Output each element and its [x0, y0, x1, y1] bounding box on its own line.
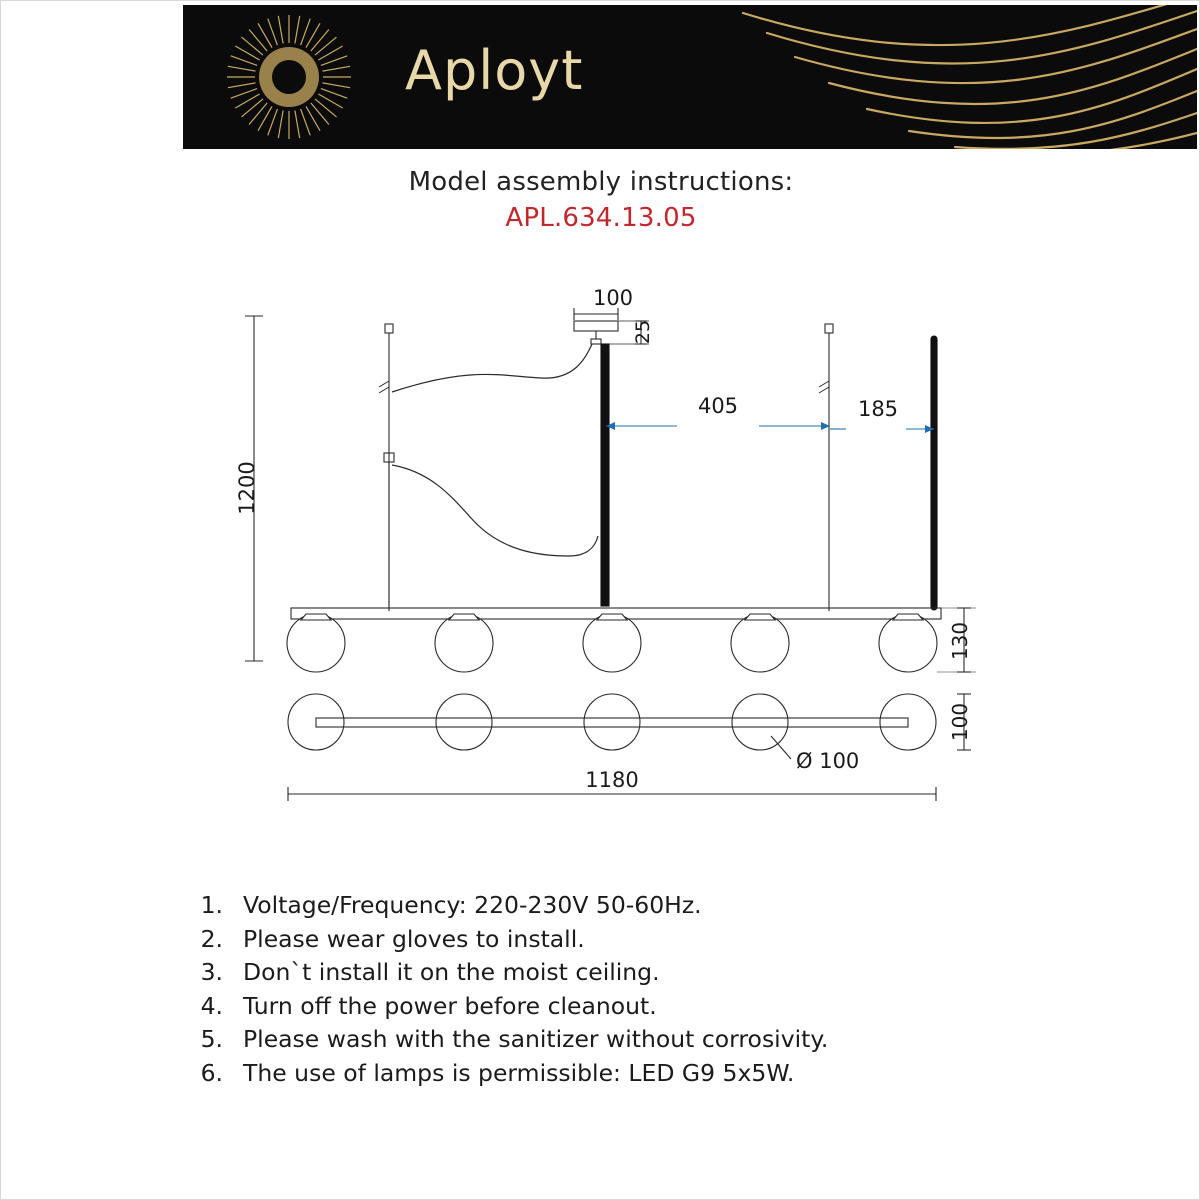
label-185: 185	[857, 397, 899, 421]
banner-graphics	[183, 5, 1197, 149]
dimension-185	[830, 425, 934, 433]
list-item-number: 2.	[200, 924, 223, 953]
palm-rays-decoration-icon	[743, 5, 1197, 149]
globe-shades-front	[287, 614, 937, 672]
list-item	[191, 956, 1051, 990]
list-item-label: Turn off the power before cleanout.	[243, 991, 657, 1020]
title-primary: Model assembly instructions:	[408, 167, 794, 197]
list-item	[191, 1057, 1051, 1091]
list-item-number: 5.	[200, 1025, 223, 1053]
ceiling-canopy	[574, 321, 618, 344]
label-plan-100: 100	[948, 702, 972, 742]
center-support-bar	[601, 344, 609, 606]
suspension-rod-left	[379, 324, 394, 611]
brand-wordmark: Aployt	[405, 39, 584, 102]
brand-banner	[183, 5, 1197, 149]
label-canopy-100: 100	[592, 286, 634, 310]
globe-shade	[731, 614, 789, 672]
globe-shade	[287, 614, 345, 672]
right-vertical-bar	[931, 336, 937, 610]
suspension-rod-right	[819, 324, 833, 611]
list-item	[191, 1023, 1051, 1057]
label-1200: 1200	[235, 461, 259, 515]
list-item	[191, 889, 1051, 923]
list-item-number: 3.	[200, 958, 223, 986]
globe-shade	[879, 614, 937, 672]
list-item	[191, 990, 1051, 1024]
list-item-label: Voltage/Frequency: 220-230V 50-60Hz.	[243, 891, 702, 919]
list-item-number: 6.	[200, 1058, 223, 1087]
label-1180: 1180	[585, 768, 639, 792]
lamp-bar-plan	[288, 694, 936, 750]
list-item-label: Please wear gloves to install.	[243, 924, 585, 953]
list-item-label: Please wash with the sanitizer without corrosivity.	[243, 1025, 829, 1053]
instruction-list	[191, 889, 1051, 1090]
globe-shade	[583, 614, 641, 672]
technical-drawing	[1, 256, 1200, 846]
list-item-number: 1.	[200, 891, 223, 919]
globe-shade	[435, 614, 493, 672]
leader-diameter-100	[771, 736, 791, 759]
list-item	[191, 923, 1051, 957]
label-diameter-100: Ø 100	[796, 749, 860, 773]
label-canopy-25: 25	[632, 319, 654, 345]
sunburst-logo-rays	[227, 15, 351, 139]
list-item-label: Don`t install it on the moist ceiling.	[243, 958, 660, 986]
power-cable	[392, 344, 598, 556]
list-item-label: The use of lamps is permissible: LED G9 5x5W.	[243, 1058, 795, 1087]
page-title	[1, 167, 1200, 233]
title-model-code: APL.634.13.05	[505, 203, 697, 233]
label-130: 130	[948, 621, 972, 661]
label-405: 405	[697, 394, 739, 418]
list-item-number: 4.	[200, 991, 223, 1020]
dimension-405	[606, 422, 830, 430]
